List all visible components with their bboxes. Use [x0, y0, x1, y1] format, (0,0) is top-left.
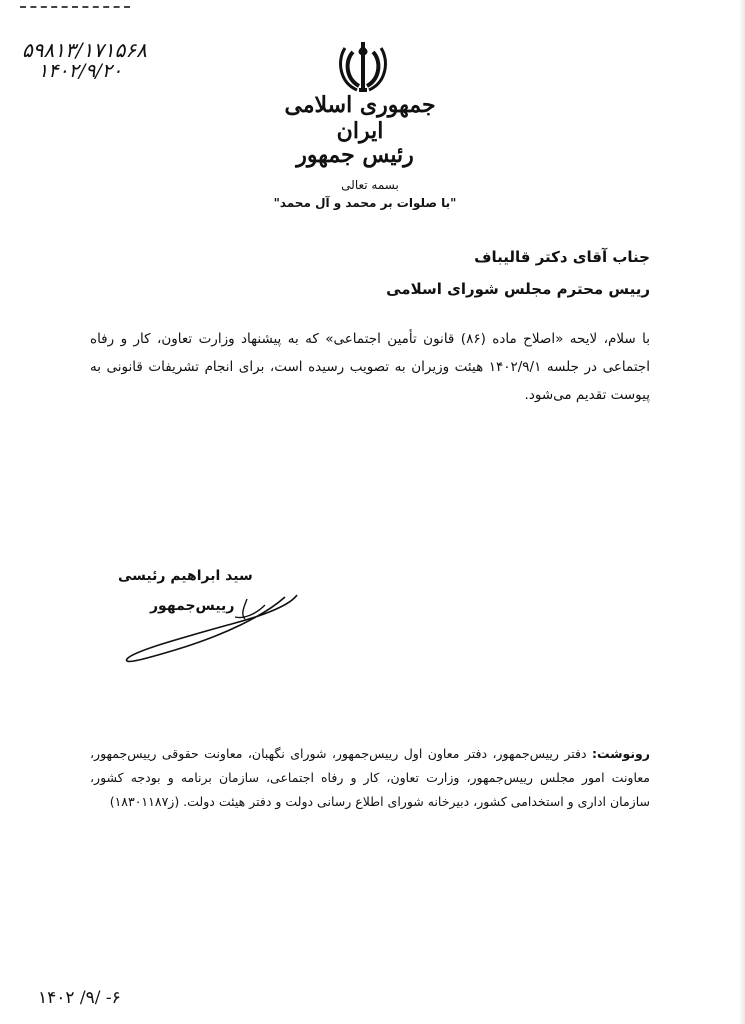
top-scan-mark — [20, 0, 130, 8]
basmala: بسمه تعالی — [341, 178, 399, 192]
cc-recipients: دفتر رییس‌جمهور، دفتر معاون اول رییس‌جمهور، شورای نگهبان، معاونت حقوقی رییس‌جمهور، معاونت امور مجلس رییس‌جمهور، وزارت تعاون، کار و رفاه اجتماعی، سازمان برنامه و بودجه کشور، سازمان اداری و استخدامی کشور، دبیرخانه شورای اطلاع رسانی دولت و دفتر هیئت دولت. (ز۱۸۳۰۱۱۸۷) — [90, 746, 650, 809]
org-name: جمهوری اسلامی ایران — [284, 92, 436, 144]
handwritten-signature — [115, 575, 315, 670]
salawat: "با صلوات بر محمد و آل محمد" — [273, 196, 457, 210]
addressee-title: رییس محترم مجلس شورای اسلامی — [386, 280, 650, 298]
footer-date: ۱۴۰۲ /۹/ -۶ — [38, 988, 121, 1008]
letter-body: با سلام، لایحه «اصلاح ماده (۸۶) قانون تأمین اجتماعی» که به پیشنهاد وزارت تعاون، کار و رفاه اجتماعی در جلسه ۱۴۰۲/۹/۱ هیئت وزیران به تصویب رسیده است، برای انجام تشریفات قانونی به پیوست تقدیم می‌شود. — [90, 331, 650, 403]
emblem-icon — [335, 38, 391, 94]
document-number: ۵۹۸۱۳/۱۷۱۵۶۸ — [22, 38, 147, 62]
addressee-name: جناب آقای دکتر قالیباف — [474, 248, 650, 266]
office-name: رئیس جمهور — [296, 142, 414, 168]
carbon-copy-list — [90, 742, 650, 814]
page-edge-shadow — [739, 0, 745, 1024]
cc-label: رونوشت: — [591, 746, 650, 761]
signer-name: سید ابراهیم رئیسی — [118, 568, 253, 584]
document-date: ۱۴۰۲/۹/۲۰ — [38, 60, 123, 82]
signer-title: رییس‌جمهور — [150, 598, 235, 614]
